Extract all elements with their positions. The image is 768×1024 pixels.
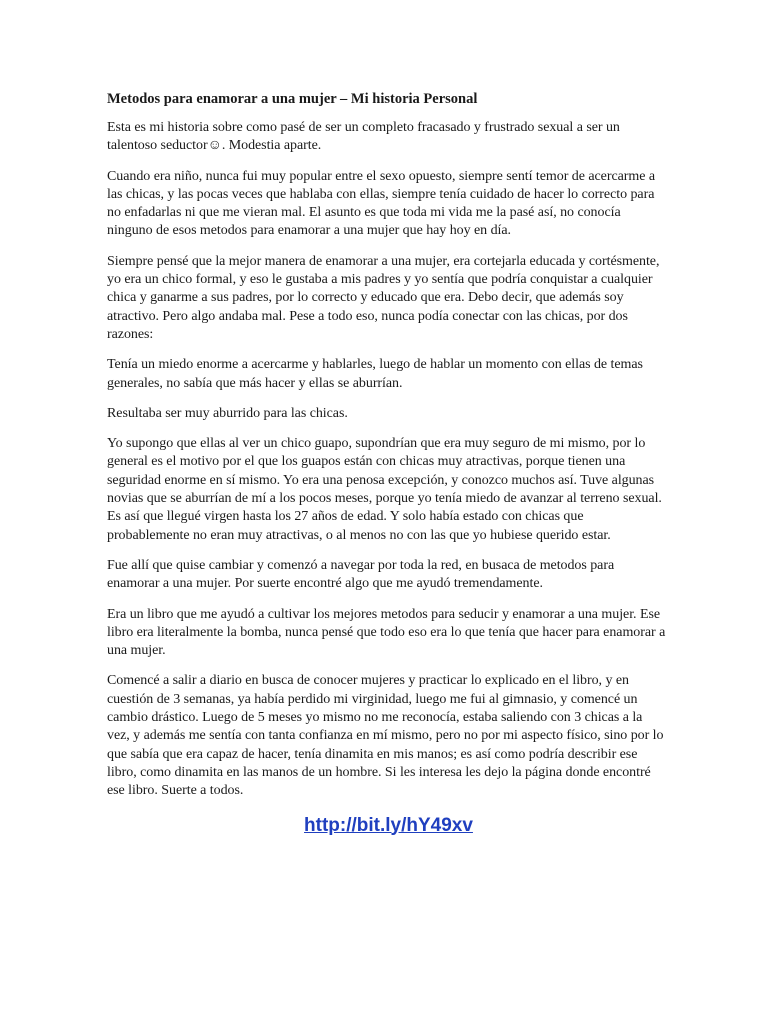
- paragraph-results: Comencé a salir a diario en busca de conocer mujeres y practicar lo explicado en el libro, y en cuestión de 3 semanas, ya había perdido mi virginidad, luego me fui al gimnasio, y comencé un cambio drástico. Luego de 5 meses yo mismo no me reconocía, estaba saliendo con 3 chicas a la vez, y además me sentía con tanta confianza en mí mismo, pero no por mi aspecto físico, sino por lo que sabía que era capaz de hacer, tenía dinamita en mis manos; es así como podría describir ese libro, como dinamita en las manos de un hombre. Si les interesa les dejo la página donde encontré ese libro. Suerte a todos.: [107, 673, 664, 799]
- document-page: [107, 89, 667, 837]
- link-container: [107, 815, 670, 837]
- paragraph-change: Fue allí que quise cambiar y comenzó a navegar por toda la red, en busaca de metodos para enamorar a una mujer. Por suerte encontré algo que me ayudó tremendamente.: [107, 557, 615, 592]
- document-title: Metodos para enamorar a una mujer – Mi historia Personal: [107, 91, 478, 107]
- paragraph-confidence: Yo supongo que ellas al ver un chico guapo, supondrían que era muy seguro de mi mismo, por lo general es el motivo por el que los guapos están con chicas muy atractivas, porque tienen una seguridad enorme en sí mismo. Yo era una penosa excepción, y conozco muchos así. Tuve algunas novias que se aburrían de mí a los pocos meses, porque yo tenía miedo de avanzar al terreno sexual. Es así que llegué virgen hasta los 27 años de edad. Y solo había estado con chicas que probablemente no eran muy atractivas, o al menos no con las que yo hubiese querido estar.: [107, 436, 662, 543]
- book-link[interactable]: http://bit.ly/hY49xv: [304, 814, 473, 836]
- paragraph-reason-one: Tenía un miedo enorme a acercarme y hablarles, luego de hablar un momento con ellas de temas generales, no sabía que más hacer y ellas se aburrían.: [107, 357, 643, 391]
- paragraph-reason-two: Resultaba ser muy aburrido para las chicas.: [107, 405, 348, 421]
- paragraph-courtship: Siempre pensé que la mejor manera de enamorar a una mujer, era cortejarla educada y cortésmente, yo era un chico formal, y eso le gustaba a mis padres y yo sentía que podría conquistar a cualquier chica y ganarme a sus padres, por lo correcto y educado que era. Debo decir, que además soy atractivo. Pero algo andaba mal. Pese a todo eso, nunca podía conectar con las chicas, por dos razones:: [107, 253, 660, 342]
- paragraph-intro: Esta es mi historia sobre como pasé de ser un completo fracasado y frustrado sexual a ser un talentoso seductor☺. Modestia aparte.: [107, 120, 620, 154]
- paragraph-book: Era un libro que me ayudó a cultivar los mejores metodos para seducir y enamorar a una mujer. Ese libro era literalmente la bomba, nunca pensé que todo eso era lo que tenía que hacer para enamorar a una mujer.: [107, 606, 666, 659]
- paragraph-childhood: Cuando era niño, nunca fui muy popular entre el sexo opuesto, siempre sentí temor de acercarme a las chicas, y las pocas veces que hablaba con ellas, siempre tenía cuidado de hacer lo correcto para no enfadarlas ni que me vieran mal. El asunto es que toda mi vida me la pasé así, no conocía ninguno de esos metodos para enamorar a una mujer que hay hoy en día.: [107, 168, 656, 239]
